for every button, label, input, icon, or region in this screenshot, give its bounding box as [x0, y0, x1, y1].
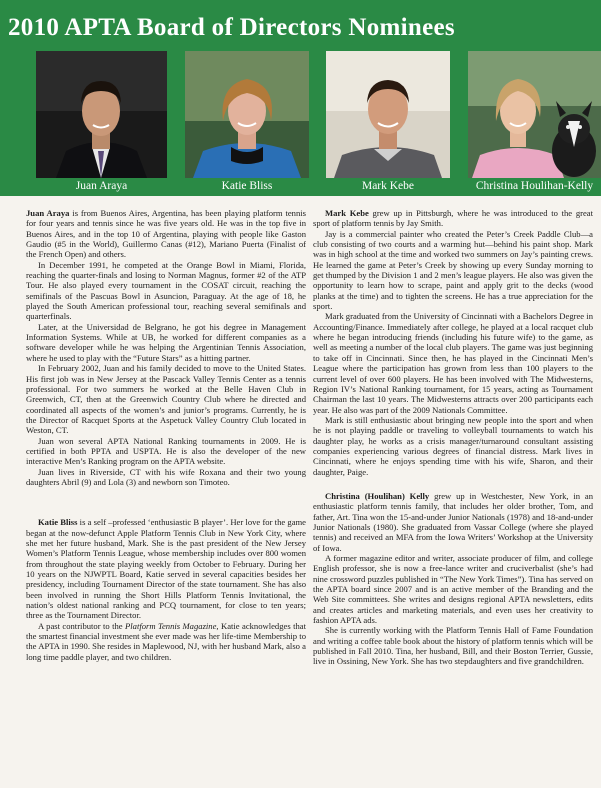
portrait-juan-araya — [36, 51, 167, 178]
nominee-name: Juan Araya — [26, 208, 70, 218]
nominee-name: Mark Kebe — [325, 208, 369, 218]
bio-text: is a self –professed ‘enthusiastic B player’. Her love for the game began at the now-defunct Apple Platform Tennis Club in New York City, where she met her future husband, Mark. She is the past president of the New Jersey Women’s Platform Tennis League, whose membership includes over 800 women from throughout the state playing weekly from October to February. During her 10 years on the NJWPTL Board, Katie served in several capacities besides her presidency, including Tournament Director of the state tournament. She has also been involved in running the Short Hills Platform Tennis Invitational, the nation’s oldest national ranking and PCQ tournament, for close to ten years; three as the Tournament Director. — [26, 517, 307, 621]
portrait-mark-kebe — [326, 51, 450, 178]
caption-mark-kebe: Mark Kebe — [361, 180, 415, 192]
bio-text: grew up in Pittsburgh, where he was introduced to the great sport of platform tennis by Jay Smith. — [313, 208, 593, 229]
nominee-name: Christina (Houlihan) Kelly — [325, 490, 430, 501]
caption-christina-houlihan-kelly: Christina Houlihan-Kelly — [475, 180, 594, 192]
bio-paragraph — [26, 517, 306, 620]
section-spacer — [26, 487, 306, 517]
portrait-katie-bliss — [185, 51, 309, 178]
bio-paragraph — [313, 208, 593, 229]
bio-paragraph: Mark graduated from the University of Cincinnati with a Bachelors Degree in Accounting/Finance. Immediately after college, he played at a local racquet club where he began introducing friends (including his future wife) to the game, as well as meeting a number of the local club players. The game was just beginning to take off in Cincinnati. Since then, he has played in the Cincinnati Men’s League where the participation has grown from less than 100 players to the current level of over 600 players. He has been involved with The Midwesterns, Region IV’s National Ranking tournament, for 15 years, acting as Tournament Chairman the last 10 years. The Midwesterns attracts over 200 participants each year. He also was part of the 2009 Nationals Committee. — [313, 311, 593, 415]
bio-paragraph: Jay is a commercial painter who created the Peter’s Creek Paddle Club—a club consisting of two courts and a warming hut—behind his paint shop. Mark was in high school at the time and worked two summers on Jay’s painting crews. He learned the game at Peter’s Creek by showing up every Sunday morning to get thumped by the Division 1 and 2 men’s league players. He also was given the opportunity to learn how to scrape, paint and apply grit to the decks (wood planks at the time) and to tighten the screens. He has a true appreciation for the sport. — [313, 228, 593, 312]
section-spacer — [313, 477, 593, 491]
caption-juan-araya: Juan Araya — [75, 180, 128, 192]
bio-katie-bliss — [26, 517, 306, 662]
page-title: 2010 APTA Board of Directors Nominees — [8, 14, 455, 41]
bio-paragraph — [26, 208, 306, 260]
bio-paragraph — [313, 491, 593, 553]
photo-juan-araya — [36, 51, 167, 178]
bio-paragraph: Juan lives in Riverside, CT with his wife Roxana and their two young daughters Abril (9) and Lola (3) and newborn son Timoteo. — [26, 466, 306, 487]
bio-paragraph — [26, 621, 306, 662]
nominee-name: Katie Bliss — [38, 517, 78, 528]
left-column — [26, 208, 306, 662]
magazine-title: Platform Tennis Magazine — [125, 620, 217, 631]
bio-paragraph: Mark is still enthusiastic about bringing new people into the sport and when he is not playing paddle or traveling to volleyball tournaments to watch his daughter play, he works as a crisis manager/turnaround consultant assisting companies experiencing various degrees of financial distress. Mark lives in Cincinnati, where he enjoys spending time with his wife, Sharon, and their daughter, Paige. — [313, 414, 593, 477]
photo-christina-houlihan-kelly — [468, 51, 601, 178]
right-column — [313, 208, 593, 667]
bio-text: A past contributor to the — [38, 620, 126, 631]
bio-text: is from Buenos Aires, Argentina, has been playing platform tennis for four years and tennis since he was five years old. He was in the top five in Buenos Aires, and in the top 10 of Argentina, playing with people like Gaston Gaudio (#5 in the World), Guillermo Canas (#12), Mariano Puerta (Finalist of the French Open) and others. — [26, 208, 306, 260]
bio-paragraph: She is currently working with the Platform Tennis Hall of Fame Foundation and writing a coffee table book about the history of platform tennis which will be published in Fall 2010. Tina, her husband, Bill, and their Boston Terrier, Gussie, live in Ossining, New York. She has two stepdaughters and five grandchildren. — [313, 625, 593, 667]
bio-christina-kelly — [313, 491, 593, 667]
bio-paragraph: A former magazine editor and writer, associate producer of film, and college English professor, she is now a free-lance writer and cruciverbalist (she’s had nine crossword puzzles published in “The New York Times”). Tina has served on the APTA board since 2007 and is an active member of the Branding and the Web Site committees. She writes and designs regional APTA newsletters, edits and creates articles and marketing materials, and even uses her creativity to fashion APTA ads. — [313, 553, 593, 626]
photo-katie-bliss — [185, 51, 309, 178]
caption-katie-bliss: Katie Bliss — [221, 180, 273, 192]
portrait-christina-houlihan-kelly — [468, 51, 601, 178]
photo-mark-kebe — [326, 51, 450, 178]
bio-text: , Katie acknowledges that the smartest financial investment she ever made was her life-time Membership to the APTA in 1990. She resides in Maplewood, NJ, with her husband Mark, also a long time paddle player, and two children. — [26, 620, 306, 662]
bio-paragraph: Later, at the Universidad de Belgrano, he got his degree in Management Information Systems. While at UB, he worked for different companies as a software developer while he was helping the Argentinian Tennis Association, where he used to play with the “Future Stars” as a hitting partner. — [26, 321, 306, 363]
bio-juan-araya — [26, 208, 306, 487]
header-banner — [0, 0, 601, 196]
bio-paragraph: In February 2002, Juan and his family decided to move to the United States. His first job was in New Jersey at the Pascack Valley Tennis Center as a tennis professional. For two summers he worked at the Belle Haven Club in Greenwich, CT, then at the Greenwich Country Club where he directed and coordinated all aspects of the women’s and junior’s programs. Currently, he is the Director of Racquet Sports at the Aspetuck Valley Country Club located in Weston, CT. — [26, 363, 306, 436]
bio-mark-kebe — [313, 208, 593, 477]
bio-paragraph: In December 1991, he competed at the Orange Bowl in Miami, Florida, reaching the quarter-finals and losing to Norman Magnus, former #2 of the ATP Tour. He also played every tournament in the COSAT circuit, reaching the semifinals of the Pascuas Bowl in Asuncion, Paraguay. At the age of 18, he played the South American professional tour, reaching several semifinals and quarterfinals. — [26, 259, 306, 322]
bio-paragraph: Juan won several APTA National Ranking tournaments in 2009. He is certified in both PPTA and USPTA. He is also the developer of the new interactive Men’s Ranking program on the APTA website. — [26, 435, 306, 467]
bio-text: grew up in Westchester, New York, in an enthusiastic platform tennis family, that includes her older brother, Tom, and father, Art. Tina won the 15-and-under Junior Nationals (1978) and 18-and-under Junior Nationals (1980). She graduated from Vassar College (where she played tennis) and received an MFA from the Iowa Writers’ Workshop at the University of Iowa. — [313, 490, 594, 553]
